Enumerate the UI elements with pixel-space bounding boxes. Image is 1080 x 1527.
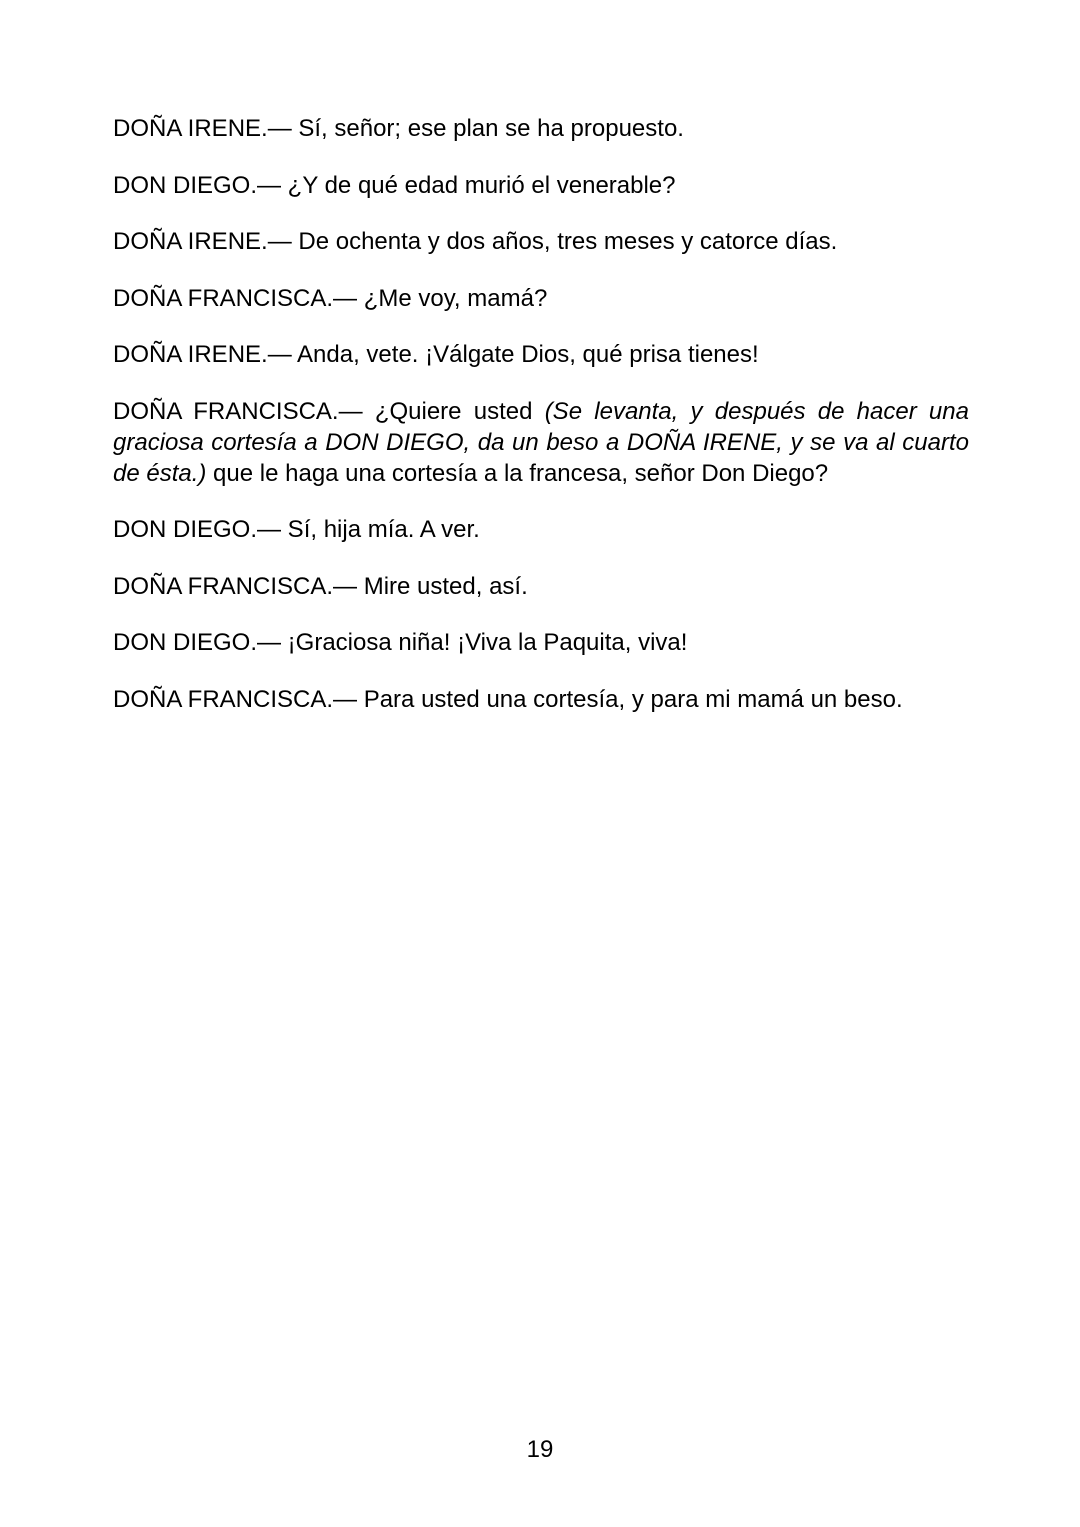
speech: Sí, señor; ese plan se ha propuesto. xyxy=(291,115,684,142)
dialogue-line xyxy=(113,113,969,144)
speech: ¿Y de qué edad murió el venerable? xyxy=(281,171,676,199)
dialogue-line xyxy=(113,571,969,602)
dialogue-line xyxy=(113,396,969,489)
speaker: DON DIEGO.— xyxy=(113,171,282,199)
dialogue-line xyxy=(113,170,969,201)
dialogue-line xyxy=(113,283,969,314)
speaker: DON DIEGO.— xyxy=(113,516,282,543)
speech: ¿Me voy, mamá? xyxy=(357,284,548,312)
dialogue-line xyxy=(113,226,969,257)
dialogue-line xyxy=(113,627,969,658)
speech: Anda, vete. ¡Válgate Dios, qué prisa tienes! xyxy=(291,341,759,368)
speech: Mire usted, así. xyxy=(357,572,528,600)
speaker: DOÑA FRANCISCA.— xyxy=(113,572,358,600)
speech: ¿Quiere usted xyxy=(362,397,545,425)
speech: De ochenta y dos años, tres meses y catorce días. xyxy=(291,228,838,255)
speech: Para usted una cortesía, y para mi mamá un beso. xyxy=(357,685,903,713)
speaker: DOÑA IRENE.— xyxy=(113,228,292,255)
stage-direction: (Se levanta, y después de hacer una graciosa cortesía a DON DIEGO, da un beso a DOÑA IRENE, y se va al cuarto de ésta.) xyxy=(113,397,969,487)
speech: Sí, hija mía. A ver. xyxy=(281,516,480,543)
speech-continued: que le haga una cortesía a la francesa, señor Don Diego? xyxy=(206,459,829,487)
speaker: DOÑA IRENE.— xyxy=(113,341,292,368)
speaker: DOÑA IRENE.— xyxy=(113,115,292,142)
speaker: DOÑA FRANCISCA.— xyxy=(113,397,363,425)
dialogue-line xyxy=(113,514,969,545)
page-number: 19 xyxy=(526,1436,554,1463)
page-content xyxy=(113,113,969,740)
speaker: DOÑA FRANCISCA.— xyxy=(113,284,358,312)
speech: ¡Graciosa niña! ¡Viva la Paquita, viva! xyxy=(281,629,688,656)
dialogue-line xyxy=(113,684,969,715)
speaker: DON DIEGO.— xyxy=(113,629,282,656)
speaker: DOÑA FRANCISCA.— xyxy=(113,685,358,713)
dialogue-line xyxy=(113,339,969,370)
